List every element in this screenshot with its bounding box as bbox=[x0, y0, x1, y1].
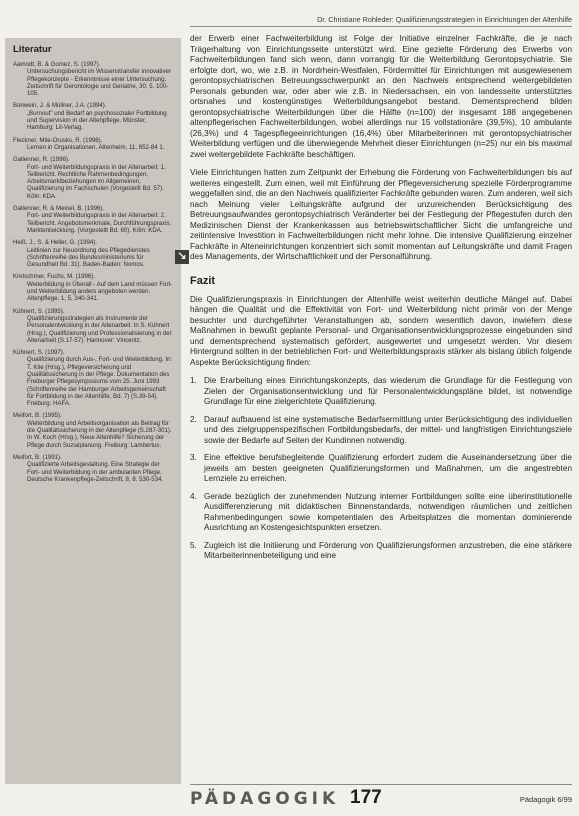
page-footer bbox=[190, 784, 572, 810]
reference-details: Fort- und Weiterbildungspraxis in der Altenarbeit: 2. Teilbericht. Angebotsmerkmale, Durchführungspraxis, Marktentwicklung. (Vorgestellt Bd. 60). Köln: KDA. bbox=[27, 212, 172, 234]
reference-entry bbox=[13, 239, 173, 268]
numbered-list bbox=[190, 376, 572, 562]
reference-details: Fort- und Weiterbildungspraxis in der Altenarbeit: 1. Teilbericht. Rechtliche Rahmenbedingungen, Arbeitsmarktbeziehungen im Allgemeinen, Qualifizierung im Fachschulen (Vorgestellt Bd. 57). Köln: KDA. bbox=[27, 163, 166, 200]
reference-details: Leitlinien zur Neuordnung des Pflegedienstes (Schriftenreihe des Bundesministeriums für Gesundheit Bd. 31). Baden-Baden: Nomos. bbox=[27, 246, 150, 269]
list-item bbox=[190, 453, 572, 485]
list-number: 3. bbox=[190, 453, 197, 462]
list-item bbox=[190, 415, 572, 447]
list-item bbox=[190, 376, 572, 408]
list-text: Darauf aufbauend ist eine systematische Bedarfsermittlung unter Berücksichtigung des individuellen und des zielgruppenspezifischen Fortbildungsbedarfs, der mittel- und langfristigen Einrichtungsziele sowie der Bedarfe auf Seiten der Kundinnen notwendig. bbox=[204, 414, 572, 445]
reference-details: Qualifizierungsstrategien als Instrumente der Personalentwicklung in der Altenarbeit. In S. Kühnert (Hrsg.), Qualifizierung und Professionalisierung in der Altenarbeit (S.17-57). Hannover: Vincentz. bbox=[27, 314, 172, 344]
reference-details: Untersuchungsbericht im Wissenstransfer innovativer Pflegekonzepte - Erkenntnisse einer Untersuchung. Zeitschrift für Gerontologie und Geriatrie, 30, 5. 100-105. bbox=[27, 68, 171, 98]
reference-details: Weiterbildung und Arbeitsorganisation als Beitrag für die Qualitätssicherung in der Altenpflege (S.287-301). In W. Koch (Hrsg.), Neue Altenhilfe? Sicherung der Pflege durch Sozialplanung. Freiburg: Lambertus. bbox=[27, 419, 172, 449]
list-number: 1. bbox=[190, 376, 197, 385]
reference-author: Kretschmer, Fuchs, M. (1996). bbox=[13, 273, 95, 281]
reference-details: „Burnout" und Bedarf an psychosozialer Fortbildung und Supervision in der Altenpflege. Münster, Hamburg: Lit-Verlag. bbox=[27, 109, 167, 132]
section-heading-fazit: Fazit bbox=[190, 274, 216, 287]
reference-entry bbox=[13, 156, 173, 200]
reference-author: Fleckner, Mlle-Orusks, R. (1996). bbox=[13, 136, 103, 144]
list-item bbox=[190, 492, 572, 534]
paragraph: Viele Einrichtungen hatten zum Zeitpunkt der Erhebung die Förderung von Fachweiterbildungen bis auf weiteres eingestellt. Zum einen, weil mit Einführung der Pflegeversicherung spezielle Förderprogramme weggefallen sind, die an den Nachweis qualifizierter Fachkräfte gebunden waren. Zum anderen, weil sich nach Meinung vieler Leitungskräfte aufgrund der unzureichenden Berücksichtigung des Betreuungsaufwandes gerontopsychiatrisch Veränderter bei der Festlegung der Pflegestufen durch den Medizinischen Dienst der Krankenkassen aus betriebswirtschaftlicher Sicht die umfangreiche und zeitintensive Investition in Fachweiterbildungen nicht mehr lohne. Die intensive Qualifizierung einzelner Fachkräfte in Alteneinrichtungen konzentriert sich somit momentan auf Leitungskräfte und damit Fragen des Managements, der Wirtschaftlichkeit und der Personalführung. bbox=[190, 168, 572, 261]
reference-author: Heiß, J., S. & Heller, G. (1994). bbox=[13, 239, 97, 247]
reference-author: Aamodt, B. & Gomez, S. (1997). bbox=[13, 61, 101, 68]
list-number: 2. bbox=[190, 414, 197, 424]
page-number: 177 bbox=[350, 787, 382, 808]
main-text bbox=[190, 34, 572, 764]
list-text: Gerade bezüglich der zunehmenden Nutzung interner Fortbildungen sollte eine überinstitutionelle Ausdifferenzierung mit didaktischen Binnenstandards, notwendigen räumlichen und zeitlichen Rahmenbedingungen sowie kompetentialen des Arbeitsplatzes die momentan dominierende Ausrichtung an Kostengesichtspunkten ersetzen. bbox=[204, 491, 572, 532]
paragraph: Die Qualifizierungspraxis in Einrichtungen der Altenhilfe weist weiterhin deutliche Mängel auf. Dabei hängen die Qualität und die Effektivität von Fort- und Weiterbildung nicht primär von der Menge besuchter und durchgeführter Veranstaltungen ab, sondern wesentlich davon, inwiefern diese Maßnahmen in bewußt geplante Personal- und Organisationsentwicklungsprozesse eingebunden sind und dementsprechend systematisch gefördert, ausgewertet und umgesetzt werden. Vor diesem Hintergrund sollten in der betrieblichen Fort- und Weiterbildungspraxis stärker als bislang üblich folgende Aspekte Berücksichtigung finden: bbox=[190, 294, 572, 367]
reference-entry bbox=[13, 205, 173, 234]
reference-list bbox=[13, 61, 173, 483]
reference-details: Qualifizierte Arbeitsgestaltung. Eine Strategie der Fort- und Weiterbildung in der ambulanten Pflege. Deutsche Krankenpflege-Zeitschrift, 8, 8. 530-534. bbox=[27, 461, 164, 483]
reference-entry bbox=[13, 137, 173, 152]
paragraph: der Erwerb einer Fachweiterbildung ist Folge der Initiative einzelner Fachkräfte, die je nach Trägerhaltung von Einrichtungsseite unterstützt wird. Eine gezielte Förderung des Erwerbs von Fachweiterbildungen fand sich wenn, dann vorrangig für die Weiterbildung Gerontopsychiatrie. Sie erfolgte dort, wo, wie z.B. in Nordrhein-Westfalen, Fördermittel für Einrichtungen mit ausgewiesenem gerontopsychiatrischen Betreuungsschwerpunkt an den Nachweis entsprechend weitergebildeten Personals gebunden war, oder aber wie z.B. in Niedersachsen, ein von landesseite unterstütztes ortsnahes und kostengünstiges Weiterbildungsangebot bestand. Dementsprechend bilden gerontopsychiatrische Weiterbildungen über die Hälfte (n=100) der insgesamt 188 angegebenen altenpflegerischen Fachweiterbildungen, wobei allerdings nur 15 vollstationäre (39,5%), 10 ambulante (26,3%) und 4 Tagespflegeeinrichtungen (16,4%) über Mitarbeiterinnen mit gerontopsychiatrischer Weiterbildung verfügen und die überwiegende Mehrheit dieser Einrichtungen (n=25) nur ein bis maximal zwei weitergebildete Fachkräfte beschäftigen. bbox=[190, 34, 572, 159]
reference-author: Kühnert, S. (1995). bbox=[13, 307, 65, 315]
literature-sidebar bbox=[5, 38, 181, 784]
sidebar-title: Literatur bbox=[13, 44, 52, 55]
reference-entry bbox=[13, 412, 173, 448]
reference-author: Kühnert, S. (1997). bbox=[13, 349, 65, 357]
list-text: Eine effektive berufsbegleitende Qualifizierung erfordert zudem die Auseinandersetzung über die jeweils am besten geeigneten Qualifizierungsformen und Maßnahmen, um die angestrebten Lernziele zu erreichen. bbox=[204, 453, 572, 483]
reference-author: Bonwein, J. & Müllner, J.A. (1994). bbox=[13, 102, 107, 110]
reference-entry bbox=[13, 273, 173, 302]
reference-entry bbox=[13, 308, 173, 344]
reference-author: Gallenner, R. (1996). bbox=[13, 156, 70, 164]
running-header: Dr. Christiane Rohleder: Qualifizierungsstrategien in Einrichtungen der Altenhilfe bbox=[190, 15, 572, 27]
reference-details: Qualifizierung durch Aus-, Fort- und Weiterbildung. In: T. Klie (Hrsg.), Pflegeversicherung und Qualitätssicherung in der Pflege. Dokumentation des Freiburger Pflegesymposiums vom 25. Juni 1993 (Schriftenreihe der Hamburger Arbeitsgemeinschaft für Fortbildung in der Altenhilfe, Bd. 7) (S.39-54). Freiburg: HAFA. bbox=[27, 356, 173, 408]
reference-details: Lernen in Organisationen. Altenheim, 11, 852-84 1. bbox=[27, 143, 165, 151]
reference-author: Meifort, B. (1991). bbox=[13, 453, 62, 461]
magazine-title: PÄDAGOGIK bbox=[190, 789, 340, 809]
reference-author: Meifort, B. (1995). bbox=[13, 412, 62, 420]
arrow-right-icon: ↘ bbox=[175, 250, 189, 264]
list-number: 4. bbox=[190, 491, 197, 501]
list-text: Zugleich ist die Initiierung und Förderung von Qualifizierungsformen anzustreben, die eine stärkere Mitarbeiterinnenbeteiligung und eine bbox=[204, 540, 572, 560]
list-text: Die Erarbeitung eines Einrichtungskonzepts, das wiederum die Grundlage für die Festlegung von Zielen der Organisationsentwicklung und für Personalentwicklungspläne bildet, ist notwendige Grundlage für eine zielgerichtete Qualifizierung. bbox=[204, 376, 572, 406]
reference-entry bbox=[13, 61, 173, 97]
list-item bbox=[190, 541, 572, 562]
reference-entry bbox=[13, 454, 173, 483]
reference-author: Gallenner, R. & Meinel, B. (1996). bbox=[13, 205, 105, 213]
reference-entry bbox=[13, 102, 173, 131]
reference-details: Weiterbildung in Überall - Auf dem Land müssen Fort- und Weiterbildung anders angeboten werden. Altenpflege, 1, 5, 340-341. bbox=[27, 280, 173, 303]
list-number: 5. bbox=[190, 540, 197, 550]
reference-entry bbox=[13, 349, 173, 407]
issue-label: Pädagogik 6/99 bbox=[519, 795, 572, 804]
